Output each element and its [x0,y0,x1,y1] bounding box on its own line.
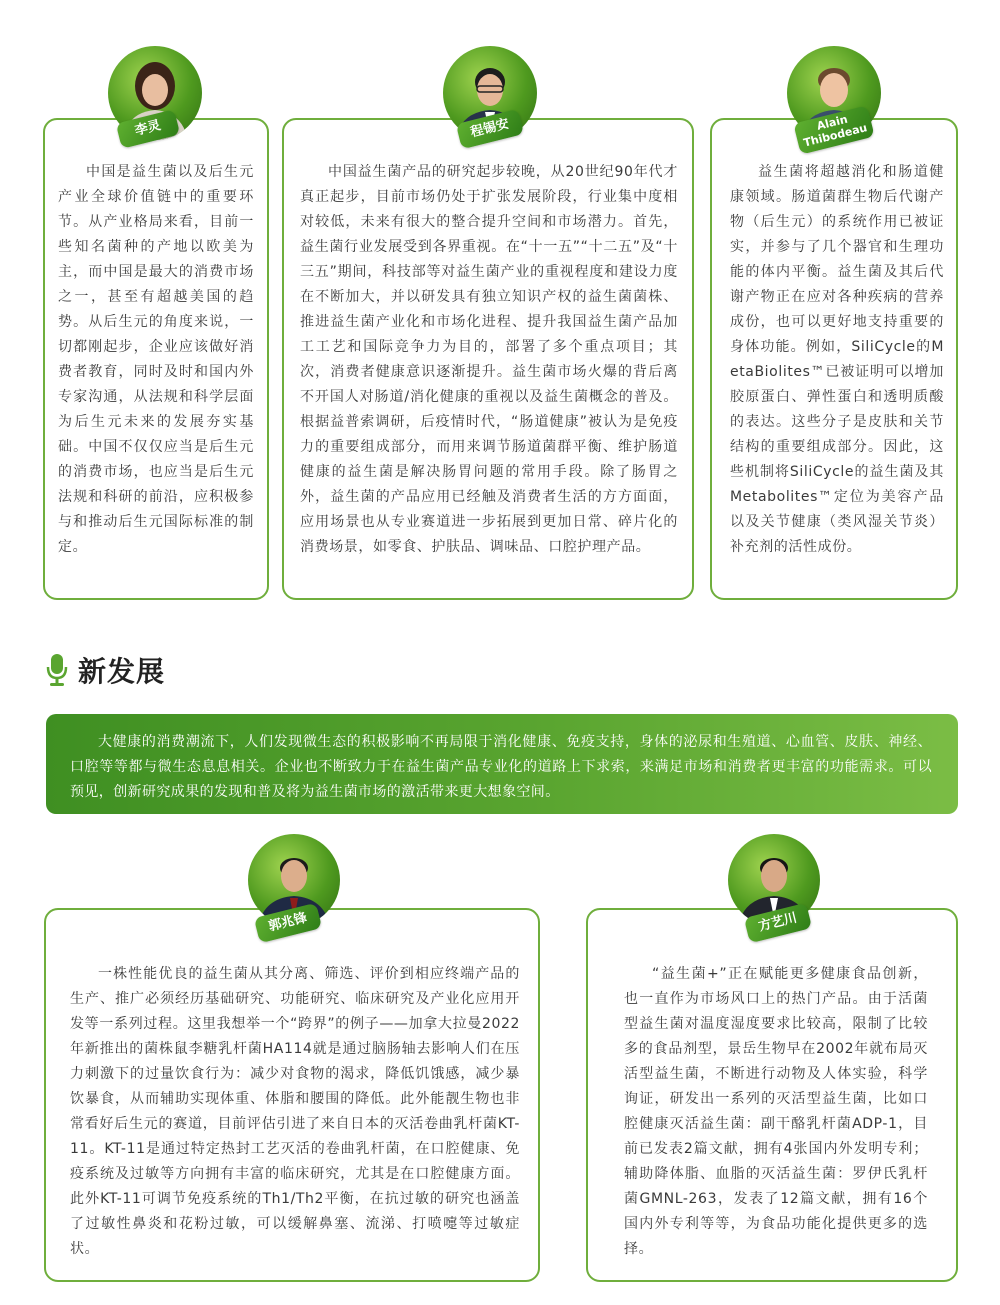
expert-quote: 益生菌将超越消化和肠道健康领域。肠道菌群生物后代谢产物（后生元）的系统作用已被证实，并参与了几个器官和生理功能的体内平衡。益生菌及其后代谢产物正在应对各种疾病的营养成份，也可以更好地支持重要的身体功能。例如，SiliCycle的MetaBiolites™已被证明可以增加胶原蛋白、弹性蛋白和透明质酸的表达。这些分子是皮肤和关节结构的重要组成部分。因此，这些机制将SiliCycle的益生菌及其Metabolites™定位为美容产品以及关节健康（类风湿关节炎）补充剂的活性成份。 [730,164,944,555]
name-tag-alain: Alain Thibodeau [793,105,874,154]
name-tag-guo-zhaofeng: 郭兆锋 [254,903,322,944]
expert-card-li-ling [43,118,269,600]
section-title: 新发展 [78,655,166,688]
microphone-icon [46,653,68,687]
section-header [46,650,165,690]
expert-card-cheng-xian [282,118,694,600]
expert-card-guo-zhaofeng [44,908,540,1282]
expert-card-alain [710,118,958,600]
name-tag-fang-yichuan: 方艺川 [744,903,812,944]
intro-banner [46,714,958,814]
banner-text: 大健康的消费潮流下，人们发现微生态的积极影响不再局限于消化健康、免疫支持，身体的泌尿和生殖道、心血管、皮肤、神经、口腔等等都与微生态息息相关。企业也不断致力于在益生菌产品专业化的道路上下求索，来满足市场和消费者更丰富的功能需求。可以预见，创新研究成果的发现和普及将为益生菌市场的激活带来更大想象空间。 [70,734,932,800]
name-tag-cheng-xian: 程锡安 [456,109,524,150]
expert-quote: “益生菌+”正在赋能更多健康食品创新，也一直作为市场风口上的热门产品。由于活菌型益生菌对温度湿度要求比较高，限制了比较多的食品剂型，景岳生物早在2002年就布局灭活型益生菌，不断进行动物及人体实验，科学询证，研发出一系列的灭活型益生菌，比如口腔健康灭活益生菌：副干酪乳杆菌ADP-1，目前已发表2篇文献，拥有4张国内外发明专利；辅助降体脂、血脂的灭活益生菌：罗伊氏乳杆菌GMNL-263，发表了12篇文献，拥有16个国内外专利等等，为食品功能化提供更多的选择。 [624,966,928,1257]
expert-card-fang-yichuan [586,908,958,1282]
expert-quote: 一株性能优良的益生菌从其分离、筛选、评价到相应终端产品的生产、推广必须经历基础研究、功能研究、临床研究及产业化应用开发等一系列过程。这里我想举一个“跨界”的例子——加拿大拉曼2022年新推出的菌株鼠李糖乳杆菌HA114就是通过脑肠轴去影响人们在压力刺激下的过量饮食行为：减少对食物的渴求，降低饥饿感，减少暴饮暴食，从而辅助实现体重、体脂和腰围的降低。此外能靓生物也非常看好后生元的赛道，目前评估引进了来自日本的灭活卷曲乳杆菌KT-11。KT-11是通过特定热封工艺灭活的卷曲乳杆菌，在口腔健康、免疫系统及过敏等方向拥有丰富的临床研究，尤其是在口腔健康方面。此外KT-11可调节免疫系统的Th1/Th2平衡，在抗过敏的研究也涵盖了过敏性鼻炎和花粉过敏，可以缓解鼻塞、流涕、打喷嚏等过敏症状。 [70,966,520,1257]
expert-quote: 中国是益生菌以及后生元产业全球价值链中的重要环节。从产业格局来看，目前一些知名菌种的产地以欧美为主，而中国是最大的消费市场之一，甚至有超越美国的趋势。从后生元的角度来说，一切都刚起步，企业应该做好消费者教育，同时及时和国内外专家沟通，从法规和科学层面为后生元未来的发展夯实基础。中国不仅仅应当是后生元的消费市场，也应当是后生元法规和科研的前沿，应积极参与和推动后生元国际标准的制定。 [58,164,254,555]
name-tag-li-ling: 李灵 [116,109,181,149]
expert-quote: 中国益生菌产品的研究起步较晚，从20世纪90年代才真正起步，目前市场仍处于扩张发展阶段，行业集中度相对较低，未来有很大的整合提升空间和市场潜力。首先，益生菌行业发展受到各界重视。在“十一五”“十二五”及“十三五”期间，科技部等对益生菌产业的重视程度和建设力度在不断加大，并以研发具有独立知识产权的益生菌菌株、推进益生菌产业化和市场化进程、提升我国益生菌产品加工工艺和国际竞争力为目的，部署了多个重点项目；其次，消费者健康意识逐渐提升。益生菌市场火爆的背后离不开国人对肠道/消化健康的重视以及益生菌概念的普及。根据益普索调研，后疫情时代，“肠道健康”被认为是免疫力的重要组成部分，而用来调节肠道菌群平衡、维护肠道健康的益生菌是解决肠胃问题的常用手段。除了肠胃之外，益生菌的产品应用已经触及消费者生活的方方面面，应用场景也从专业赛道进一步拓展到更加日常、碎片化的消费场景，如零食、护肤品、调味品、口腔护理产品。 [300,164,678,555]
